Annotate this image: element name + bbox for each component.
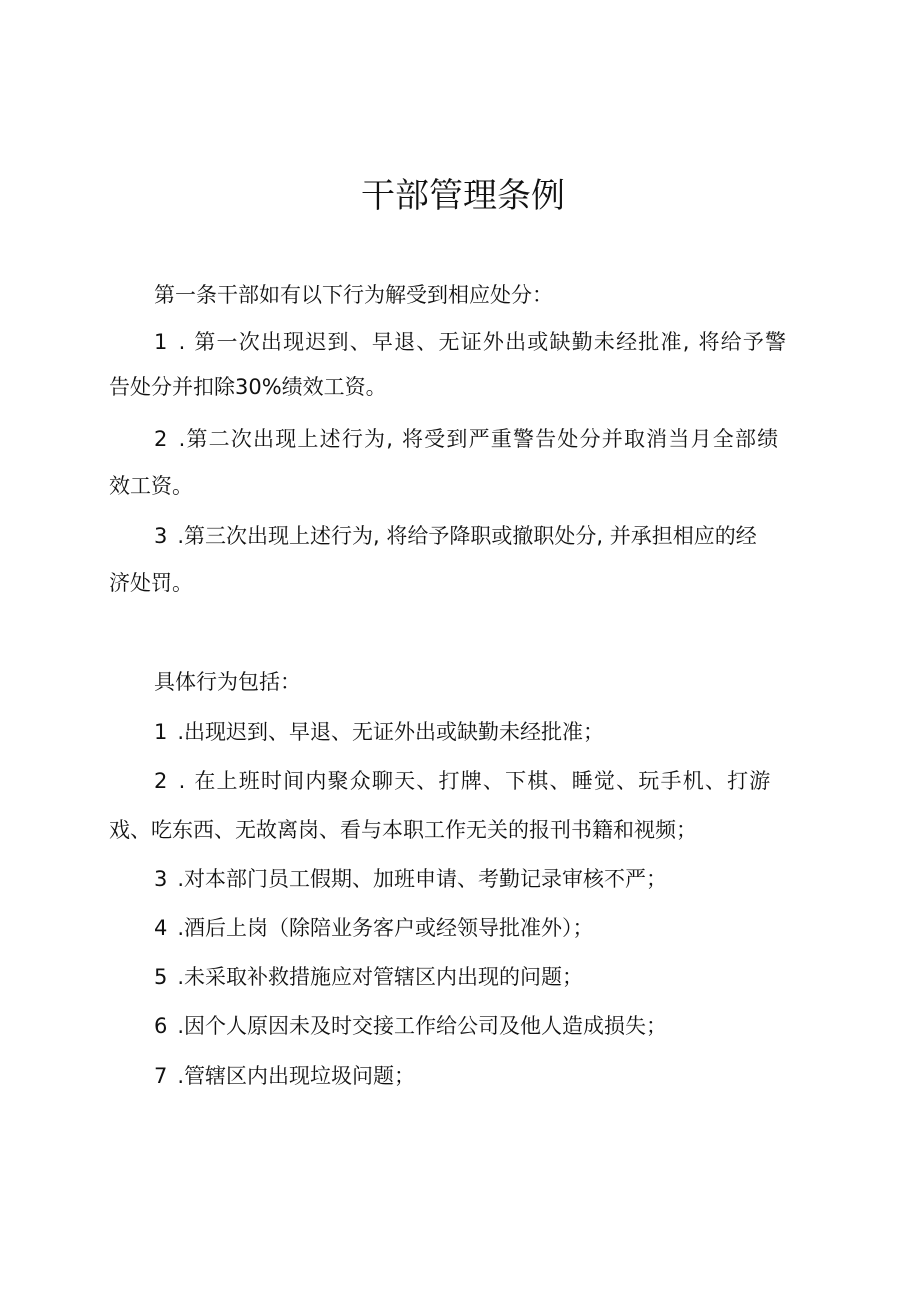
section1-item-1-line2: 告处分并扣除30%绩效工资。 bbox=[109, 375, 387, 399]
item-text: .管辖区内出现垃圾问题； bbox=[177, 1064, 416, 1088]
section1-item-1-line1 bbox=[154, 327, 787, 357]
item-number: 1 bbox=[154, 330, 169, 354]
item-number: 7 bbox=[154, 1064, 168, 1088]
section1-intro: 第一条干部如有以下行为解受到相应处分： bbox=[154, 283, 553, 307]
item-text: .第二次出现上述行为, 将受到严重警告处分并取消当月全部绩 bbox=[178, 427, 780, 451]
section2-intro: 具体行为包括： bbox=[154, 670, 301, 694]
item-text: .第三次出现上述行为, 将给予降职或撤职处分, 并承担相应的经 bbox=[177, 524, 757, 548]
item-number: 1 bbox=[154, 720, 168, 744]
section1-item-2-line1 bbox=[154, 424, 779, 454]
section1-item-3-line2: 济处罚。 bbox=[109, 571, 193, 595]
item-number: 6 bbox=[154, 1014, 168, 1038]
item-text: . 第一次出现迟到、早退、无证外出或缺勤未经批准, 将给予警 bbox=[178, 330, 788, 354]
section2-item-1 bbox=[154, 717, 604, 747]
section2-item-2-line1 bbox=[154, 766, 772, 796]
item-number: 2 bbox=[154, 769, 169, 793]
item-text: . 在上班时间内聚众聊天、打牌、下棋、睡觉、玩手机、打游 bbox=[178, 769, 772, 793]
item-number: 4 bbox=[154, 916, 168, 940]
section2-item-3 bbox=[154, 864, 667, 894]
document-title: 干部管理条例 bbox=[361, 176, 565, 216]
item-text: .对本部门员工假期、加班申请、考勤记录审核不严； bbox=[177, 867, 668, 891]
section1-item-2-line2: 效工资。 bbox=[109, 474, 193, 498]
item-number: 5 bbox=[154, 965, 168, 989]
item-number: 3 bbox=[154, 524, 168, 548]
section2-item-2-line2: 戏、吃东西、无故离岗、看与本职工作无关的报刊书籍和视频； bbox=[109, 818, 697, 842]
item-text: .未采取补救措施应对管辖区内出现的问题； bbox=[177, 965, 584, 989]
section2-item-7 bbox=[154, 1061, 415, 1091]
item-text: .出现迟到、早退、无证外出或缺勤未经批准； bbox=[177, 720, 605, 744]
section2-item-4 bbox=[154, 913, 594, 943]
item-number: 3 bbox=[154, 867, 168, 891]
item-number: 2 bbox=[154, 427, 169, 451]
item-text: .酒后上岗（除陪业务客户或经领导批准外）； bbox=[177, 916, 594, 940]
section2-item-5 bbox=[154, 962, 583, 992]
item-text: .因个人原因未及时交接工作给公司及他人造成损失； bbox=[177, 1014, 668, 1038]
section1-item-3-line1 bbox=[154, 521, 757, 551]
section2-item-6 bbox=[154, 1011, 667, 1041]
